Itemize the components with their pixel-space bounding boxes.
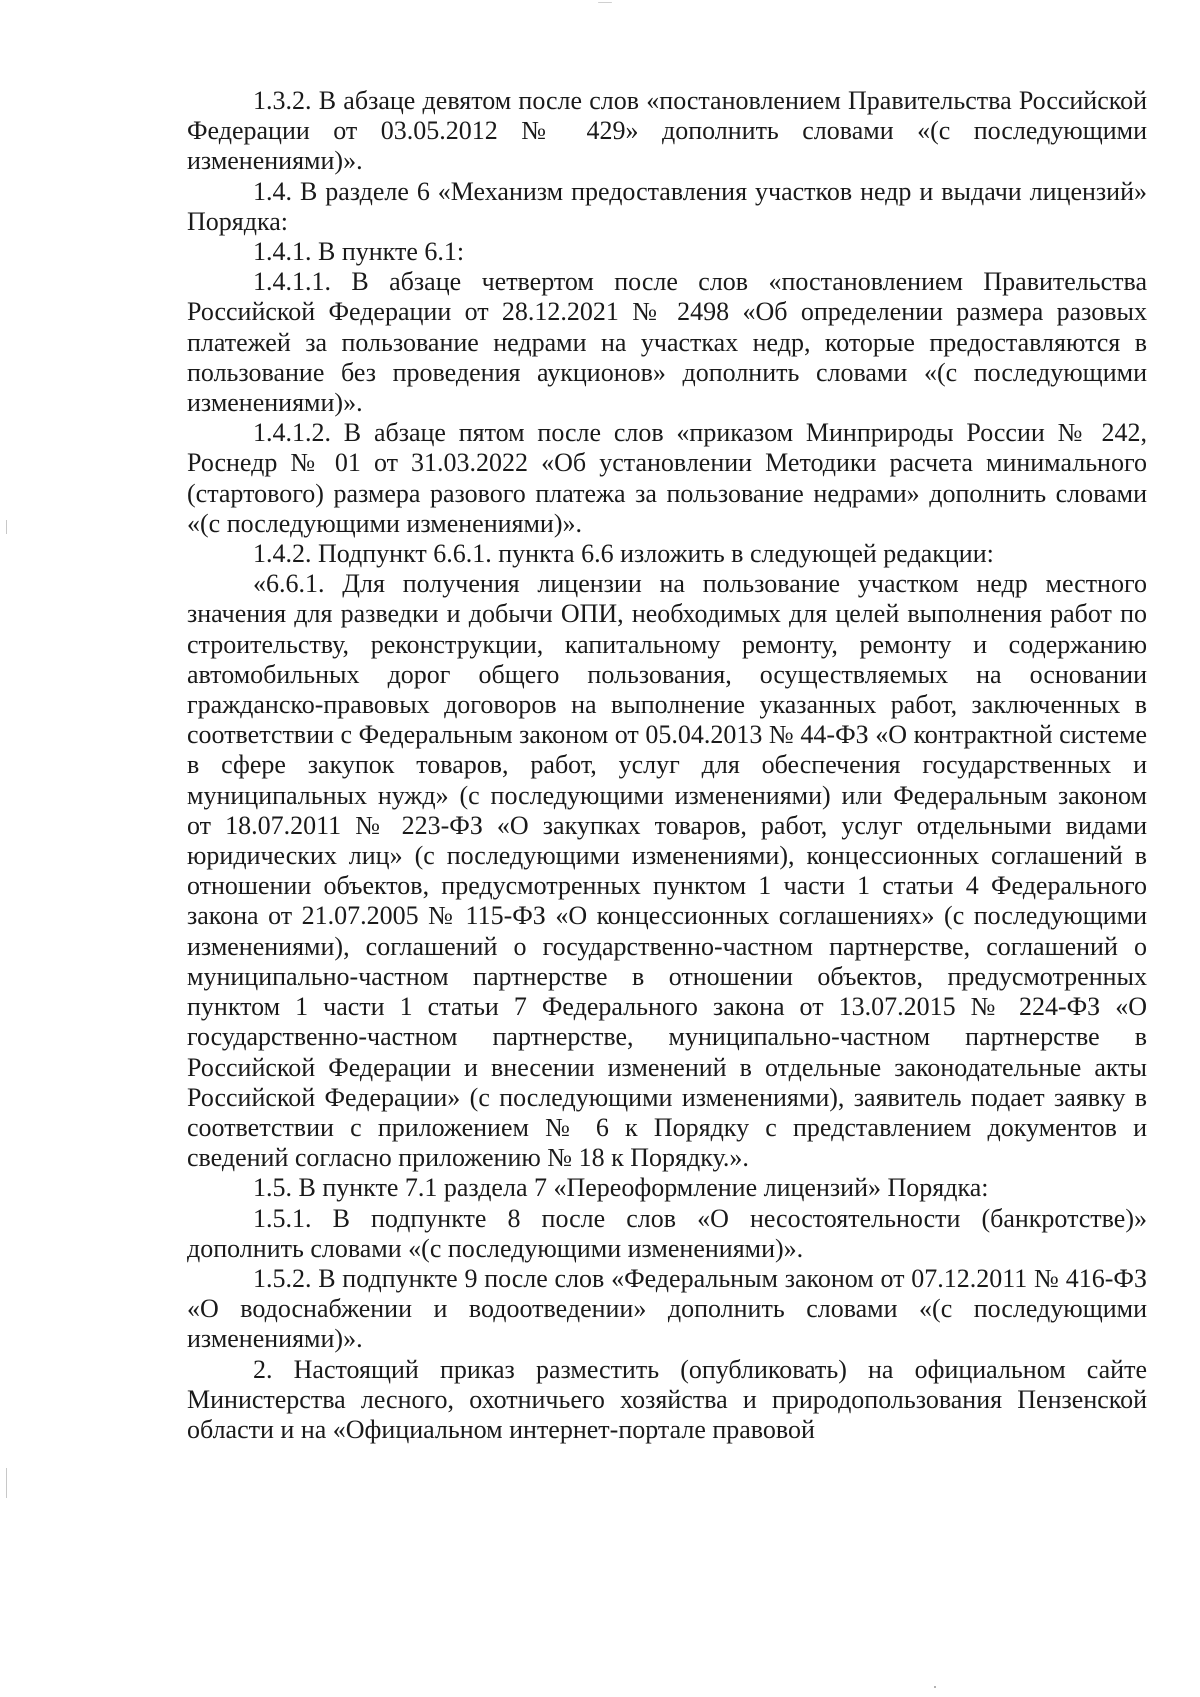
paragraph-1-4-2: 1.4.2. Подпункт 6.6.1. пункта 6.6 изложить в следующей редакции: [253, 539, 994, 569]
paragraph-1-4-1-1: 1.4.1.1. В абзаце четвертом после слов «постановлением Правительства Российской Федерации от 28.12.2021 № 2498 «Об определении размера разовых платежей за пользование недрами на участках недр, которые предоставляются в пользование без проведения аукционов» дополнить словами «(с последующими изменениями)». [187, 267, 1147, 418]
margin-mark [6, 1468, 7, 1498]
paragraph-2: 2. Настоящий приказ разместить (опубликовать) на официальном сайте Министерства лесного, охотничьего хозяйства и природопользования Пензенской области и на «Официальном интернет-портале правовой [187, 1354, 1147, 1444]
paragraph-6-6-1: «6.6.1. Для получения лицензии на пользование участком недр местного значения для разведки и добычи ОПИ, необходимых для целей выполнения работ по строительству, реконструкции, капитальному ремонту, ремонту и содержанию автомобильных дорог общего пользования, осуществляемых на основании гражданско-правовых договоров на выполнение указанных работ, заключенных в соответствии с Федеральным законом от 05.04.2013 № 44-ФЗ «О контрактной системе в сфере закупок товаров, работ, услуг для обеспечения государственных и муниципальных нужд» (с последующими изменениями) или Федеральным законом от 18.07.2011 № 223-ФЗ «О закупках товаров, работ, услуг отдельными видами юридических лиц» (с последующими изменениями), концессионных соглашений в отношении объектов, предусмотренных пунктом 1 части 1 статьи 4 Федерального закона от 21.07.2005 № 115-ФЗ «О концессионных соглашениях» (с последующими изменениями), соглашений о государственно-частном партнерстве, соглашений о муниципально-частном партнерстве в отношении объектов, предусмотренных пунктом 1 части 1 статьи 7 Федерального закона от 13.07.2015 № 224-ФЗ «О государственно-частном партнерстве, муниципально-частном партнерстве в Российской Федерации и внесении изменений в отдельные законодательные акты Российской Федерации» (с последующими изменениями), заявитель подает заявку в соответствии с приложением № 6 к Порядку с представлением документов и сведений согласно приложению № 18 к Порядку.». [187, 569, 1147, 1173]
paragraph-1-3-2: 1.3.2. В абзаце девятом после слов «постановлением Правительства Российской Федерации от 03.05.2012 № 429» дополнить словами «(с последующими изменениями)». [187, 86, 1147, 176]
paragraph-1-4-1-2: 1.4.1.2. В абзаце пятом после слов «приказом Минприроды России № 242, Роснедр № 01 от 31.03.2022 «Об установлении Методики расчета минимального (стартового) размера разового платежа за пользование недрами» дополнить словами «(с последующими изменениями)». [187, 418, 1147, 538]
document-body [187, 86, 1147, 1445]
paragraph-1-4: 1.4. В разделе 6 «Механизм предоставления участков недр и выдачи лицензий» Порядка: [187, 176, 1147, 236]
scan-artifact [934, 1686, 936, 1688]
margin-mark [6, 520, 7, 534]
paragraph-1-4-1: 1.4.1. В пункте 6.1: [253, 237, 465, 267]
scan-artifact [598, 2, 612, 3]
paragraph-1-5: 1.5. В пункте 7.1 раздела 7 «Переоформление лицензий» Порядка: [253, 1173, 989, 1203]
paragraph-1-5-2: 1.5.2. В подпункте 9 после слов «Федеральным законом от 07.12.2011 № 416-ФЗ «О водоснабжении и водоотведении» дополнить словами «(с последующими изменениями)». [187, 1263, 1147, 1354]
paragraph-1-5-1: 1.5.1. В подпункте 8 после слов «О несостоятельности (банкротстве)» дополнить словами «(с последующими изменениями)». [187, 1203, 1147, 1263]
